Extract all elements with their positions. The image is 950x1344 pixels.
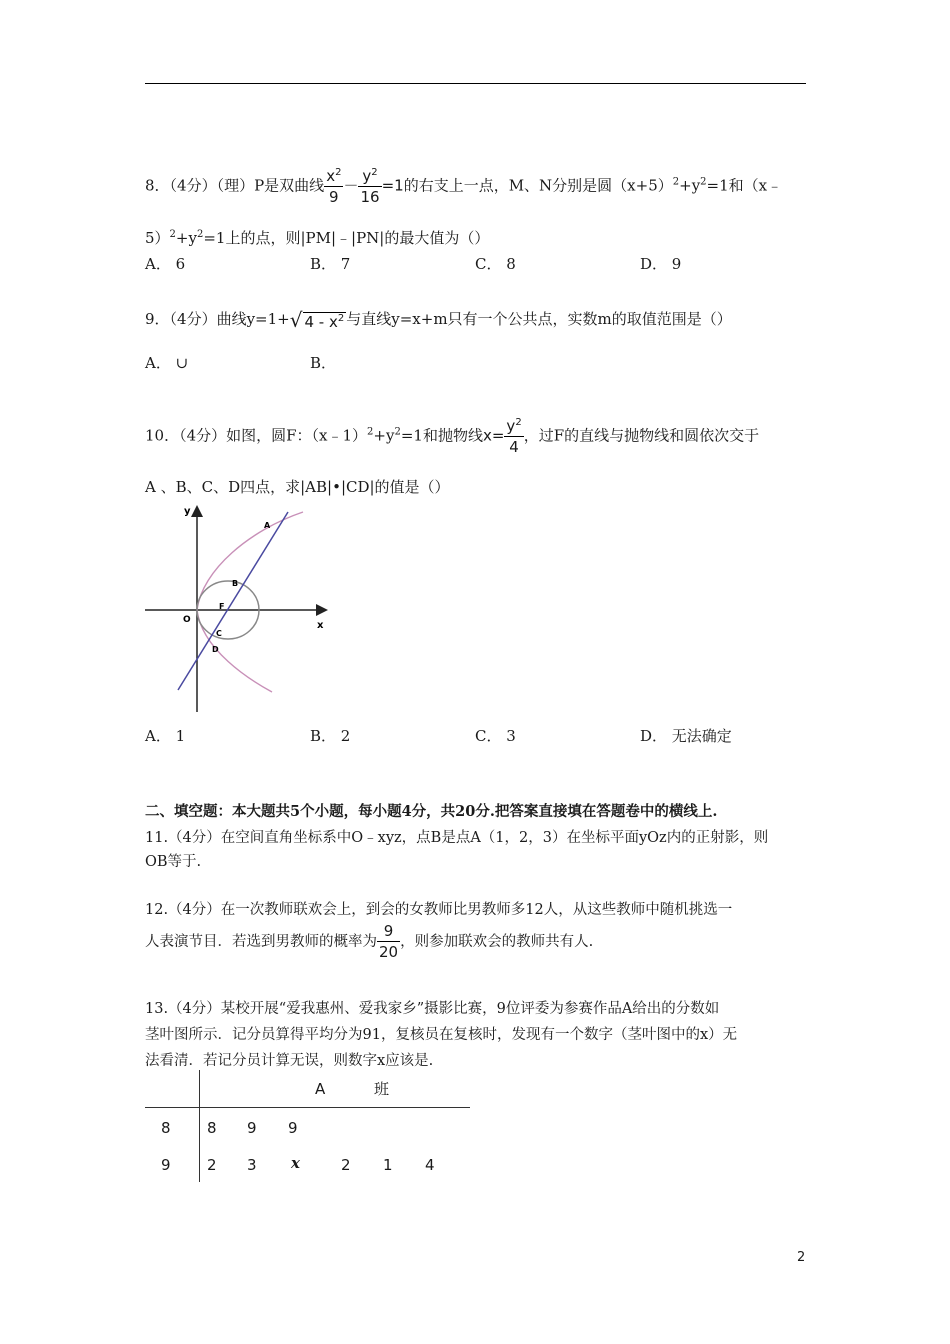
q12-frac-num: 9 <box>383 922 394 940</box>
leaf: 8 <box>207 1119 217 1137</box>
stem-leaf-header-a: A <box>315 1080 326 1098</box>
q8-fraction-x2-9 <box>324 168 343 205</box>
q10-option-b: B． 2 <box>310 727 351 745</box>
q10-frac-num: y <box>506 417 516 435</box>
question-9-line1 <box>145 308 732 332</box>
q10-option-d: D． 无法确定 <box>640 727 732 745</box>
leaf-unknown-x: x <box>291 1154 300 1172</box>
label-d: D <box>212 645 219 654</box>
q8-frac1-sup: 2 <box>335 167 342 178</box>
q10-frac-den: 4 <box>504 436 523 455</box>
leaf: 2 <box>207 1156 217 1174</box>
leaf: 3 <box>247 1156 257 1174</box>
label-a: A <box>264 521 271 530</box>
label-b: B <box>232 579 239 588</box>
q10-figure <box>140 500 340 720</box>
stem-leaf-vertical-rule <box>199 1070 200 1182</box>
leaf: 9 <box>288 1119 298 1137</box>
q8-sup-a: 2 <box>672 176 680 188</box>
question-11-line1: 11.（4分）在空间直角坐标系中O﹣xyz，点B是点A（1，2，3）在坐标平面yOz内的正射影，则 <box>145 830 769 846</box>
q10-sup-b: 2 <box>394 426 401 438</box>
q9-radicand: 4 - x <box>304 313 338 331</box>
q12-fraction <box>377 924 400 960</box>
section-2-heading: 二、填空题：本大题共5个小题，每小题4分，共20分.把答案直接填在答题卷中的横线上. <box>145 803 718 820</box>
question-13-line3: 法看清．若记分员计算无误，则数字x应该是. <box>145 1053 434 1069</box>
label-c: C <box>216 629 222 638</box>
q10-x-eq: x= <box>482 426 505 445</box>
q8-eq1: =1 <box>381 176 404 195</box>
q10-suffix: ，过F的直线与抛物线和圆依次交于 <box>523 426 760 445</box>
parabola <box>197 512 303 692</box>
label-x: x <box>317 620 324 631</box>
q8-frac2-den: 16 <box>360 188 380 206</box>
q8-sup-d: 2 <box>196 229 204 240</box>
leaf: 9 <box>247 1119 257 1137</box>
q12-line2-a: 人表演节目．若选到男教师的概率为 <box>145 934 377 950</box>
q9-prefix: 9．（4分）曲线y=1+ <box>145 310 290 328</box>
q8-option-d: D． 9 <box>640 255 682 273</box>
q8-minus: － <box>343 176 359 195</box>
q8-option-a: A． 6 <box>145 255 186 273</box>
q9-option-b: B． <box>310 354 337 372</box>
label-f: F <box>219 602 225 611</box>
label-o: O <box>183 615 191 625</box>
q8-line2-a: 5） <box>145 229 170 247</box>
stem-leaf-header-ban: 班 <box>374 1080 390 1098</box>
q12-frac-den: 20 <box>379 943 399 961</box>
label-y: y <box>184 506 191 517</box>
question-13-line1: 13.（4分）某校开展“爱我惠州、爱我家乡”摄影比赛，9位评委为参赛作品A给出的分数如 <box>145 1001 720 1017</box>
q9-sup: 2 <box>337 313 345 324</box>
q8-line2-b: +y <box>175 229 197 247</box>
q8-sup-c: 2 <box>169 229 176 240</box>
q10-option-a: A． 1 <box>145 727 186 745</box>
question-11-line2: OB等于. <box>145 854 202 870</box>
q8-frac1-num: x <box>326 167 336 185</box>
q8-part2: +y <box>679 176 701 195</box>
q10-sup-a: 2 <box>367 426 374 438</box>
q9-option-a: A． ∪ <box>145 354 189 372</box>
q10-frac-sup: 2 <box>515 417 522 428</box>
question-10-line1 <box>145 418 759 455</box>
q8-prefix: 8．（4分）（理）P是双曲线 <box>145 176 325 195</box>
q8-frac2-num: y <box>362 167 372 185</box>
leaf: 4 <box>425 1156 435 1174</box>
question-12-line2 <box>145 924 593 960</box>
leaf: 1 <box>383 1156 393 1174</box>
q8-middle: 的右支上一点，M、N分别是圆（x+5） <box>403 176 673 195</box>
q8-option-c: C． 8 <box>475 255 516 273</box>
q10-fraction-y2-4 <box>504 418 523 455</box>
question-10-line2: A 、B、C、D四点，求|AB|•|CD|的值是（） <box>145 478 450 496</box>
q8-frac2-sup: 2 <box>371 167 378 178</box>
page-number: 2 <box>797 1250 806 1265</box>
stem-leaf-plot <box>145 1070 475 1185</box>
q10-option-c: C． 3 <box>475 727 516 745</box>
q8-frac1-den: 9 <box>324 186 343 205</box>
q8-sup-b: 2 <box>700 176 707 188</box>
question-12-line1: 12.（4分）在一次教师联欢会上，到会的女教师比男教师多12人，从这些教师中随机挑选一 <box>145 902 733 918</box>
stem-9: 9 <box>161 1156 171 1174</box>
q8-option-b: B． 7 <box>310 255 351 273</box>
line-through-f <box>178 512 288 690</box>
q12-line2-b: ，则参加联欢会的教师共有人. <box>400 934 594 950</box>
q9-suffix: 与直线y=x+m只有一个公共点，实数m的取值范围是（） <box>346 310 732 328</box>
question-13-line2: 茎叶图所示．记分员算得平均分为91，复核员在复核时，发现有一个数字（茎叶图中的x）无 <box>145 1027 738 1043</box>
question-8-line2 <box>145 227 489 248</box>
q8-line2-c: =1上的点，则|PM|﹣|PN|的最大值为（） <box>203 229 490 247</box>
stem-8: 8 <box>161 1119 171 1137</box>
q10-part2: +y <box>373 426 395 445</box>
q8-part3: =1和（x﹣ <box>706 176 783 195</box>
stem-leaf-horizontal-rule <box>145 1107 470 1108</box>
leaf: 2 <box>341 1156 351 1174</box>
q9-sqrt: √ $4 - x^2$ <box>289 308 345 332</box>
q10-prefix: 10．（4分）如图，圆F：（x﹣1） <box>145 426 368 445</box>
q8-fraction-y2-16 <box>358 168 381 205</box>
question-8-line1 <box>145 168 782 205</box>
q10-part3: =1和抛物线 <box>400 426 483 445</box>
header-rule <box>145 83 806 84</box>
